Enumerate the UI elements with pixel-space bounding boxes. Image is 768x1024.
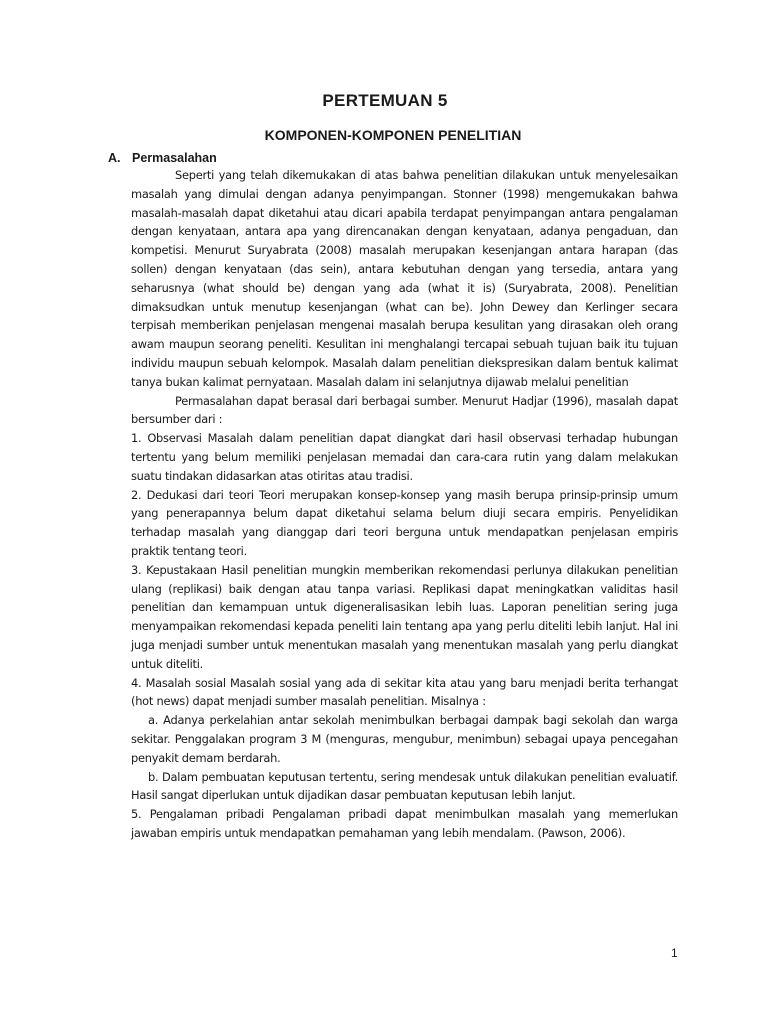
page-title: PERTEMUAN 5 — [322, 91, 448, 110]
section-body — [131, 166, 678, 843]
list-item-dedukasi: 2. Dedukasi dari teori Teori merupakan konsep-konsep yang masih berupa prinsip-prinsip umum yang penerapannya belum dapat diketahui selama belum diuji secara empiris. Penyelidikan terhadap masalah yang dianggap dari teori berguna untuk mendapatkan penjelasan empiris praktik tentang teori. — [131, 487, 678, 558]
page-number: 1 — [671, 946, 678, 960]
list-item-pengalaman: 5. Pengalaman pribadi Pengalaman pribadi dapat menimbulkan masalah yang memerlukan jawaban empiris untuk mendapatkan pemahaman yang lebih mendalam. (Pawson, 2006). — [131, 807, 678, 840]
section-title: Permasalahan — [132, 151, 217, 165]
list-item-observasi: 1. Observasi Masalah dalam penelitian dapat diangkat dari hasil observasi terhadap hubungan tertentu yang belum memiliki penjelasan memadai dan cara-cara rutin yang dalam melakukan suatu tindakan didasarkan atas otiritas atau tradisi. — [131, 431, 678, 483]
section-heading — [108, 151, 217, 165]
page-subtitle: KOMPONEN-KOMPONEN PENELITIAN — [264, 127, 522, 143]
sub-item-b: b. Dalam pembuatan keputusan tertentu, sering mendesak untuk dilakukan penelitian evaluatif. Hasil sangat diperlukan untuk dijadikan dasar pembuatan keputusan lebih lanjut. — [131, 769, 678, 803]
paragraph-intro: Seperti yang telah dikemukakan di atas bahwa penelitian dilakukan untuk menyelesaikan masalah yang dimulai dengan adanya penyimpangan. Stonner (1998) mengemukakan bahwa masalah-masalah dapat diketahui atau dicari apabila terdapat penyimpangan antara pengalaman dengan kenyataan, antara apa yang direncanakan dengan kenyataan, adanya pengaduan, dan kompetisi. Menurut Suryabrata (2008) masalah merupakan kesenjangan antara harapan (das sollen) dengan kenyataan (das sein), antara kebutuhan dengan yang tersedia, antara yang seharusnya (what should be) dengan yang ada (what it is) (Suryabrata, 2008). Penelitian dimaksudkan untuk menutup kesenjangan (what can be). John Dewey dan Kerlinger secara terpisah memberikan penjelasan mengenai masalah berupa kesulitan yang dirasakan oleh orang awam maupun seorang peneliti. Kesulitan ini menghalangi tercapai sebuah tujuan baik itu tujuan individu maupun sebuah kelompok. Masalah dalam penelitian diekspresikan dalam bentuk kalimat tanya bukan kalimat pernyataan. Masalah dalam ini selanjutnya dijawab melalui penelitian — [131, 168, 678, 389]
paragraph-sources: Permasalahan dapat berasal dari berbagai sumber. Menurut Hadjar (1996), masalah dapat bersumber dari : — [131, 393, 678, 427]
list-item-kepustakaan: 3. Kepustakaan Hasil penelitian mungkin memberikan rekomendasi perlunya dilakukan penelitian ulang (replikasi) baik dengan atau tanpa variasi. Replikasi dapat meningkatkan validitas hasil penelitian dan kemampuan untuk digeneralisasikan lebih luas. Laporan penelitian sering juga menyampaikan rekomendasi kepada peneliti lain tentang apa yang perlu diteliti lebih lanjut. Hal ini juga menjadi sumber untuk menentukan masalah yang menentukan masalah yang perlu diangkat untuk diteliti. — [131, 562, 678, 671]
sub-item-a: a. Adanya perkelahian antar sekolah menimbulkan berbagai dampak bagi sekolah dan warga sekitar. Penggalakan program 3 M (menguras, mengubur, menimbun) sebagai upaya pencegahan penyakit demam berdarah. — [131, 713, 678, 765]
section-letter: A. — [108, 151, 121, 165]
list-item-masalah-sosial: 4. Masalah sosial Masalah sosial yang ada di sekitar kita atau yang baru menjadi berita terhangat (hot news) dapat menjadi sumber masalah penelitian. Misalnya : — [131, 675, 678, 709]
